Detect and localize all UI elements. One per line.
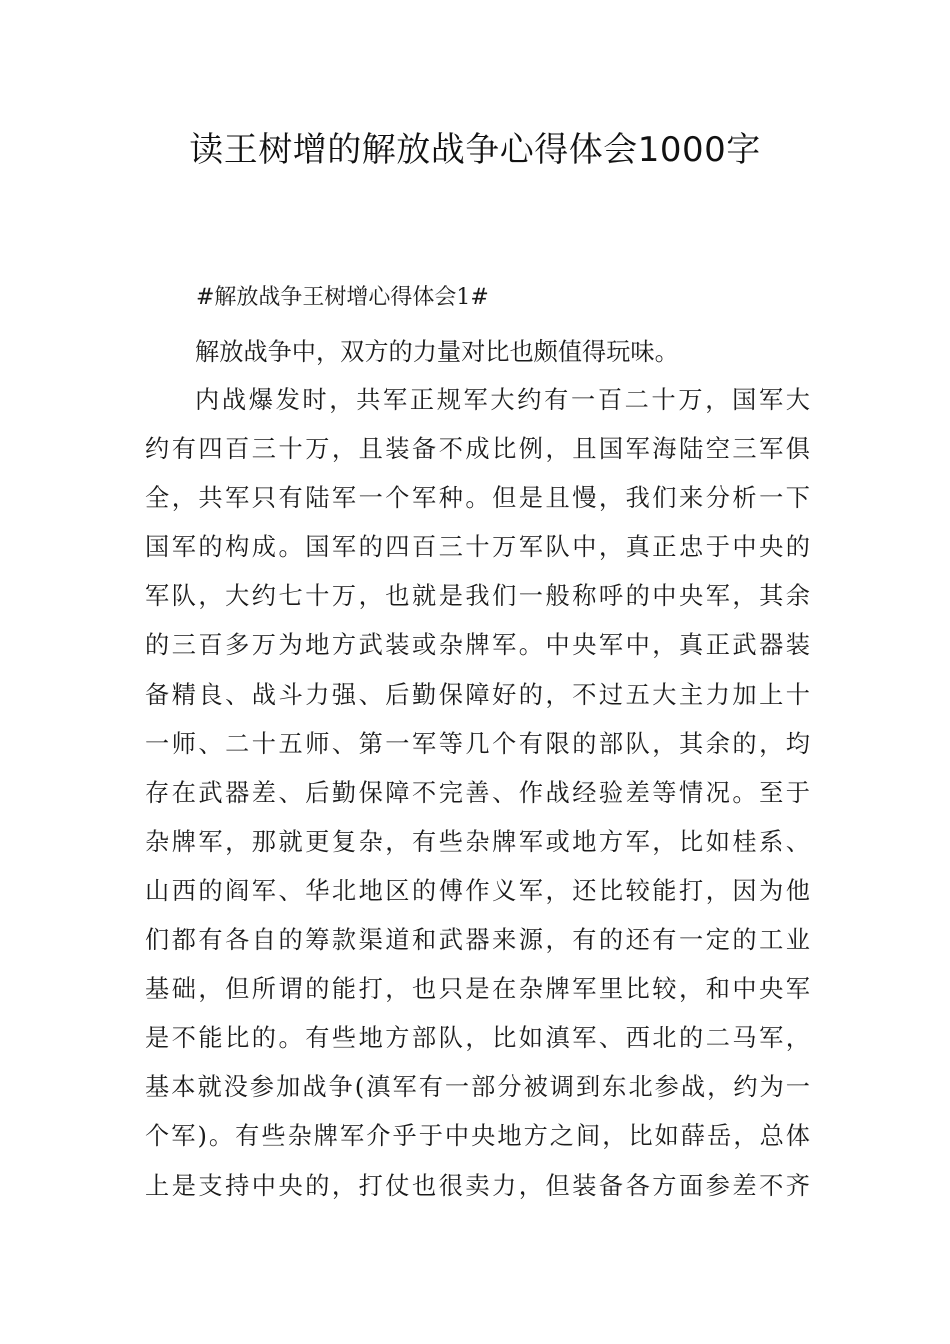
paragraph-line: 上是支持中央的，打仗也很卖力，但装备各方面参差不齐 xyxy=(145,1171,810,1200)
paragraph-line: 全，共军只有陆军一个军种。但是且慢，我们来分析一下 xyxy=(145,484,810,513)
paragraph-line: 山西的阎军、华北地区的傅作义军，还比较能打，因为他 xyxy=(145,876,810,905)
paragraph-line: 的三百多万为地方武装或杂牌军。中央军中，真正武器装 xyxy=(145,631,810,660)
paragraph-line: 军队，大约七十万，也就是我们一般称呼的中央军，其余 xyxy=(145,582,810,611)
paragraph-line: 解放战争中，双方的力量对比也颇值得玩味。 xyxy=(195,338,679,366)
section-subheading: #解放战争王树增心得体会1# xyxy=(196,285,489,310)
paragraph-line: 国军的构成。国军的四百三十万军队中，真正忠于中央的 xyxy=(145,533,810,562)
paragraph-line: 存在武器差、后勤保障不完善、作战经验差等情况。至于 xyxy=(145,778,810,807)
document-title: 读王树增的解放战争心得体会1000字 xyxy=(189,130,761,170)
paragraph-line: 杂牌军，那就更复杂，有些杂牌军或地方军，比如桂系、 xyxy=(145,827,810,856)
paragraph-line: 一师、二十五师、第一军等几个有限的部队，其余的，均 xyxy=(145,729,810,758)
paragraph-intro xyxy=(145,328,810,377)
paragraph-line: 基础，但所谓的能打，也只是在杂牌军里比较，和中央军 xyxy=(145,975,810,1004)
paragraph-line: 约有四百三十万，且装备不成比例，且国军海陆空三军俱 xyxy=(145,435,810,464)
paragraph-main xyxy=(145,376,810,1211)
paragraph-line: 个军)。有些杂牌军介乎于中央地方之间，比如薛岳，总体 xyxy=(145,1122,810,1151)
paragraph-line: 基本就没参加战争(滇军有一部分被调到东北参战，约为一 xyxy=(145,1073,810,1102)
paragraph-line: 是不能比的。有些地方部队，比如滇军、西北的二马军， xyxy=(145,1024,810,1053)
paragraph-line: 们都有各自的筹款渠道和武器来源，有的还有一定的工业 xyxy=(145,926,810,955)
paragraph-line: 内战爆发时，共军正规军大约有一百二十万，国军大 xyxy=(195,386,810,414)
paragraph-line: 备精良、战斗力强、后勤保障好的，不过五大主力加上十 xyxy=(145,680,810,709)
